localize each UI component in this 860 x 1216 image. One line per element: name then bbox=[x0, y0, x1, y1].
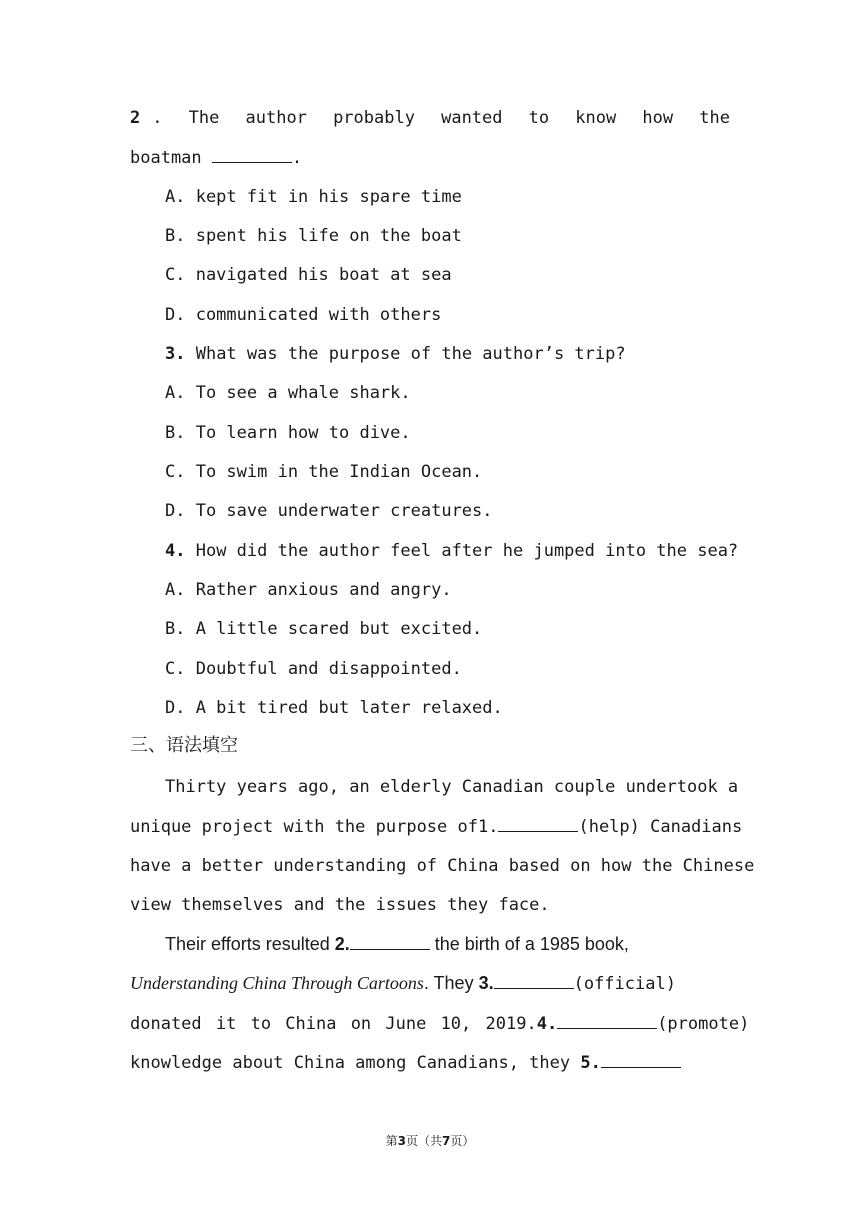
page-footer bbox=[0, 1132, 860, 1149]
question-3-number: 3. bbox=[165, 344, 186, 364]
passage-line bbox=[130, 972, 676, 995]
question-3-stem-text: What was the purpose of the author’s trip? bbox=[185, 344, 626, 364]
question-2-option-a: A. kept fit in his spare time bbox=[165, 187, 462, 207]
question-2-word: probably bbox=[333, 108, 415, 128]
question-4-stem-text: How did the author feel after he jumped into the sea? bbox=[185, 541, 739, 561]
question-2-word: wanted bbox=[441, 108, 503, 128]
question-2-stem-end: . bbox=[291, 148, 303, 168]
blank-number-4: 4. bbox=[536, 1014, 558, 1034]
question-2-word: author bbox=[245, 108, 307, 128]
passage-text: (official) bbox=[573, 974, 676, 994]
question-4-option-d: D. A bit tired but later relaxed. bbox=[165, 698, 503, 718]
question-3-option-d: D. To save underwater creatures. bbox=[165, 501, 493, 521]
passage-line bbox=[165, 933, 629, 955]
passage-text: knowledge about China among Canadians, they bbox=[130, 1053, 581, 1073]
passage-line bbox=[130, 1012, 749, 1035]
question-4-option-b: B. A little scared but excited. bbox=[165, 619, 483, 639]
footer-page-number: 3 bbox=[397, 1134, 406, 1148]
question-2-stem-text: boatman bbox=[130, 148, 202, 168]
section-heading: 三、语法填空 bbox=[130, 735, 238, 756]
passage-text: unique project with the purpose of1. bbox=[130, 817, 499, 837]
question-2-option-d: D. communicated with others bbox=[165, 305, 442, 325]
question-4-number: 4. bbox=[165, 541, 186, 561]
footer-text: 页（共 bbox=[405, 1134, 442, 1148]
passage-line: have a better understanding of China based on how the Chinese bbox=[130, 856, 755, 876]
question-4-stem bbox=[165, 540, 738, 562]
footer-text: 页） bbox=[450, 1134, 475, 1148]
blank-number-2: 2. bbox=[334, 934, 350, 954]
answer-blank-5[interactable] bbox=[601, 1051, 681, 1068]
blank-number-3: 3. bbox=[478, 973, 494, 993]
passage-line bbox=[130, 815, 742, 838]
question-2-word: the bbox=[699, 108, 730, 128]
passage-text: the birth of a 1985 book, bbox=[429, 934, 629, 954]
question-2-stem-line2 bbox=[130, 146, 302, 169]
passage-text: Their efforts resulted bbox=[165, 934, 335, 954]
footer-total-pages: 7 bbox=[442, 1134, 451, 1148]
question-2-stem-line1 bbox=[130, 107, 730, 129]
question-2-word: . bbox=[152, 108, 163, 128]
passage-line: view themselves and the issues they face. bbox=[130, 895, 550, 915]
question-4-option-a: A. Rather anxious and angry. bbox=[165, 580, 452, 600]
footer-text: 第 bbox=[385, 1134, 398, 1148]
passage-text: . They bbox=[423, 973, 479, 993]
question-4-option-c: C. Doubtful and disappointed. bbox=[165, 659, 462, 679]
answer-blank-1[interactable] bbox=[498, 815, 578, 832]
answer-blank-4[interactable] bbox=[557, 1012, 657, 1029]
answer-blank[interactable] bbox=[212, 146, 292, 163]
passage-text: (help) Canadians bbox=[578, 817, 743, 837]
passage-text: donated it to China on June 10, 2019. bbox=[130, 1014, 537, 1034]
passage-line bbox=[130, 1051, 681, 1074]
question-3-option-a: A. To see a whale shark. bbox=[165, 383, 411, 403]
passage-line: Thirty years ago, an elderly Canadian couple undertook a bbox=[165, 777, 739, 797]
passage-text: (promote) bbox=[657, 1014, 750, 1034]
question-2-option-c: C. navigated his boat at sea bbox=[165, 265, 452, 285]
question-2-word: The bbox=[188, 108, 220, 128]
question-3-option-c: C. To swim in the Indian Ocean. bbox=[165, 462, 483, 482]
book-title: Understanding China Through Cartoons bbox=[130, 973, 424, 993]
question-2-word: know bbox=[575, 108, 617, 128]
question-2-number: 2 bbox=[130, 108, 141, 128]
answer-blank-2[interactable] bbox=[350, 933, 430, 950]
blank-number-5: 5. bbox=[580, 1053, 601, 1073]
question-2-word: how bbox=[642, 108, 674, 128]
question-2-word: to bbox=[528, 108, 550, 128]
question-3-option-b: B. To learn how to dive. bbox=[165, 423, 411, 443]
question-3-stem bbox=[165, 343, 626, 365]
question-2-option-b: B. spent his life on the boat bbox=[165, 226, 462, 246]
answer-blank-3[interactable] bbox=[494, 972, 574, 989]
